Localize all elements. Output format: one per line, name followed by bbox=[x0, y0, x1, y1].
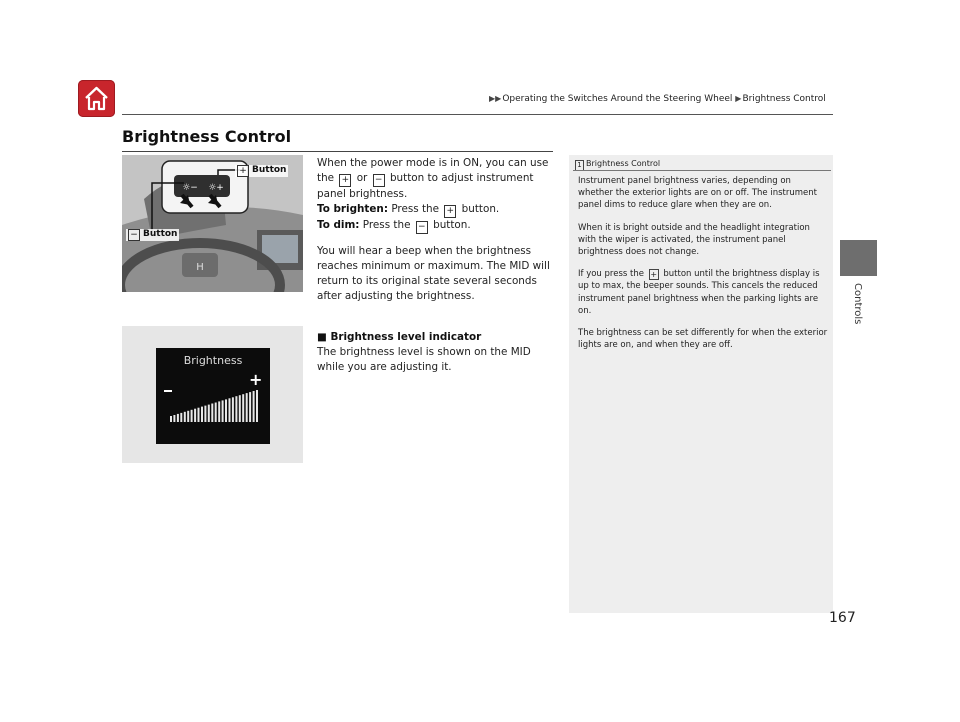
brightness-bar bbox=[232, 397, 234, 422]
intro-text-2: button to adjust instrument panel brightness. bbox=[317, 172, 534, 200]
plus-key-icon: + bbox=[237, 165, 249, 177]
dim-text: Press the bbox=[362, 219, 411, 231]
header-divider bbox=[122, 114, 833, 115]
note-paragraph-1: Instrument panel brightness varies, depending on whether the exterior lights are on or off. The instrument panel dims to reduce glare when they are on. bbox=[578, 176, 817, 211]
section-marker-icon: ■ bbox=[317, 331, 327, 343]
breadcrumb bbox=[489, 94, 826, 104]
note-paragraph-2: When it is bright outside and the headlight integration with the wiper is activated, the instrument panel brightness does not change. bbox=[578, 222, 810, 258]
title-divider bbox=[122, 151, 553, 152]
breadcrumb-section[interactable]: Operating the Switches Around the Steering Wheel bbox=[502, 94, 733, 104]
plus-key-icon: + bbox=[444, 205, 456, 218]
brightness-bar bbox=[242, 394, 244, 422]
minus-key-icon: − bbox=[373, 174, 385, 187]
mid-brightness-figure bbox=[122, 326, 303, 463]
minus-button-callout bbox=[126, 229, 179, 241]
note-title[interactable]: Brightness Control bbox=[586, 159, 661, 168]
brightness-bar bbox=[198, 408, 200, 422]
minus-key-icon: − bbox=[416, 221, 428, 234]
dim-end: button. bbox=[433, 219, 471, 231]
brightness-bar bbox=[184, 412, 186, 422]
svg-text:☼−: ☼− bbox=[182, 183, 198, 193]
brightness-bar bbox=[239, 395, 241, 422]
home-button[interactable] bbox=[78, 80, 115, 117]
plus-key-icon: + bbox=[650, 270, 658, 280]
brightness-bar bbox=[215, 403, 217, 423]
dim-instruction bbox=[317, 218, 557, 234]
note-body bbox=[578, 175, 828, 361]
brightness-bar bbox=[253, 391, 255, 422]
brightness-bar bbox=[204, 406, 206, 422]
brightness-bar bbox=[218, 401, 220, 422]
home-icon bbox=[83, 85, 110, 112]
breadcrumb-arrow-icon: ▶▶ bbox=[489, 94, 502, 103]
main-content bbox=[317, 156, 557, 375]
minus-button-callout-text: Button bbox=[143, 229, 178, 239]
brightness-bar bbox=[249, 392, 251, 422]
brightness-bar bbox=[187, 411, 189, 422]
brightness-bar bbox=[229, 398, 231, 422]
section-tab[interactable] bbox=[840, 240, 877, 276]
brightness-bar bbox=[201, 407, 203, 422]
plus-button-callout bbox=[235, 165, 288, 177]
brightness-bar bbox=[208, 405, 210, 422]
section-paragraph: The brightness level is shown on the MID while you are adjusting it. bbox=[317, 346, 531, 373]
note-divider bbox=[573, 170, 831, 171]
note-paragraph-3-end: button until the brightness display is up to max, the beeper sounds. This cancels the reduced instrument panel brightness when the parking lights are on. bbox=[578, 269, 820, 316]
svg-text:☼+: ☼+ bbox=[208, 183, 224, 193]
brightness-bar bbox=[222, 400, 224, 422]
note-paragraph-3 bbox=[578, 268, 828, 317]
brightness-bar bbox=[235, 396, 237, 422]
intro-text-1: When the power mode is in ON, you can use the bbox=[317, 157, 549, 184]
section-heading bbox=[317, 330, 557, 345]
intro-paragraph bbox=[317, 156, 557, 202]
brightness-bar bbox=[225, 399, 227, 422]
steering-wheel-photo bbox=[122, 155, 303, 292]
plus-key-icon: + bbox=[339, 174, 351, 187]
brightness-bar bbox=[256, 390, 258, 422]
brighten-instruction bbox=[317, 202, 557, 218]
brightness-bar bbox=[177, 414, 179, 422]
section-label: Controls bbox=[852, 283, 863, 325]
breadcrumb-page[interactable]: Brightness Control bbox=[742, 94, 826, 104]
brightness-bar bbox=[194, 409, 196, 422]
note-paragraph-4: The brightness can be set differently for when the exterior lights are on, and when they are off. bbox=[578, 328, 828, 351]
brightness-level-bars bbox=[156, 348, 270, 444]
mid-display bbox=[156, 348, 270, 444]
intro-text-or: or bbox=[356, 172, 368, 184]
note-marker-icon: 1 bbox=[575, 160, 584, 171]
brightness-bar bbox=[170, 416, 172, 422]
plus-button-callout-text: Button bbox=[252, 165, 287, 175]
brightness-bar bbox=[191, 410, 193, 422]
note-paragraph-3-start: If you press the bbox=[578, 269, 644, 280]
note-panel bbox=[569, 155, 833, 613]
beep-paragraph: You will hear a beep when the brightness reaches minimum or maximum. The MID will return to its original state several seconds after adjusting the brightness. bbox=[317, 245, 550, 302]
page-title: Brightness Control bbox=[122, 127, 292, 146]
brightness-bar bbox=[211, 404, 213, 423]
dim-label: To dim: bbox=[317, 219, 360, 231]
brightness-bar bbox=[180, 413, 182, 422]
minus-key-icon: − bbox=[128, 229, 140, 241]
brighten-end: button. bbox=[461, 203, 500, 215]
svg-text:H: H bbox=[196, 262, 204, 273]
mid-plus-icon: + bbox=[249, 370, 263, 389]
brighten-text: Press the bbox=[391, 203, 440, 215]
brightness-bar bbox=[173, 415, 175, 422]
breadcrumb-arrow-icon: ▶ bbox=[735, 94, 742, 103]
mid-display-title: Brightness bbox=[183, 354, 243, 367]
brighten-label: To brighten: bbox=[317, 203, 388, 215]
brightness-bar bbox=[246, 393, 248, 422]
page-number: 167 bbox=[829, 610, 856, 626]
section-heading-text: Brightness level indicator bbox=[330, 331, 482, 343]
